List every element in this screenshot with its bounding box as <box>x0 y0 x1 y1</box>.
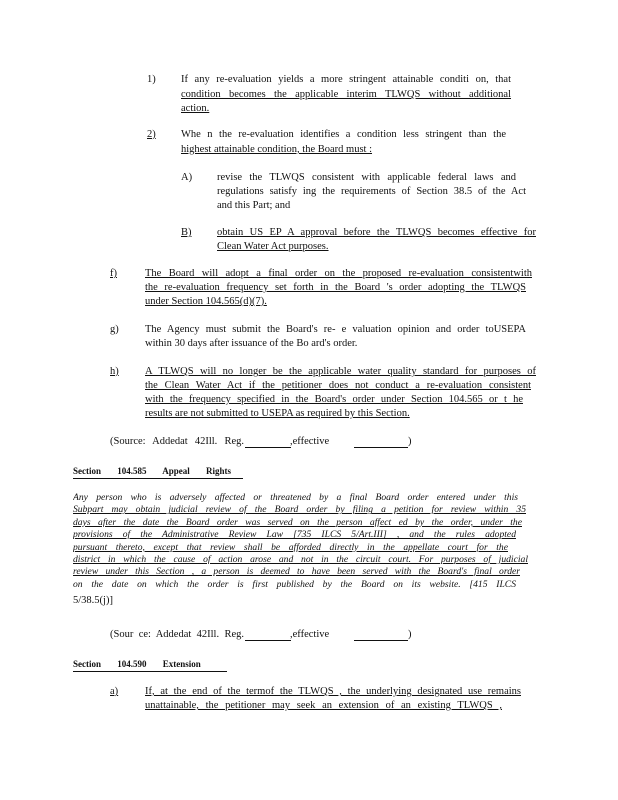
section-585-line: on the date on which the order is first published by the Board on its website. [415 ILCS <box>73 578 516 590</box>
item-B-line-1: obtain US EP A approval before the TLWQS becomes effective for <box>217 227 536 238</box>
item-marker-2: 2) <box>147 129 156 140</box>
item-marker-g: g) <box>110 324 119 335</box>
item-g-line-2: within 30 days after issuance of the Bo ard's order. <box>145 338 358 349</box>
item-marker-h: h) <box>110 366 119 377</box>
source-2-blank-2 <box>354 640 408 641</box>
item-A-line-2: regulations satisfy ing the requirements of Section 38.5 of the Act <box>217 186 526 197</box>
section-585-paragraph <box>73 492 528 591</box>
item-A-line-1: revise the TLWQS consistent with applicable federal laws and <box>217 172 516 183</box>
section-585-line: days after the date the Board order was served on the person affect ed by the order, under the <box>73 516 522 528</box>
item-a-line-2: unattainable, the petitioner may seek an extension of an existing TLWQS , <box>145 700 502 711</box>
section-585-line: review under this Section , a person is deemed to have been served with the Board's final order <box>73 566 520 578</box>
section-590-heading: Section 104.590 Extension <box>73 658 227 672</box>
item-marker-a: a) <box>110 686 119 697</box>
item-marker-1: 1) <box>147 74 156 85</box>
item-f-line-2: the re-evaluation frequency set forth in the Board 's order adopting the TLWQS <box>145 282 526 293</box>
source-2-effective: ,effective <box>290 629 330 640</box>
section-585-line: Subpart may obtain judicial review of the Board order by filing a petition for review within 35 <box>73 504 526 516</box>
item-1-line-1: If any re-evaluation yields a more stringent attainable conditi on, that <box>181 74 511 85</box>
item-g-line-1: The Agency must submit the Board's re- e valuation opinion and order toUSEPA <box>145 324 526 335</box>
section-585-heading: Section 104.585 Appeal Rights <box>73 465 243 479</box>
item-2-line-1: Whe n the re-evaluation identifies a condition less stringent than the <box>181 129 506 140</box>
item-B-line-2: Clean Water Act purposes. <box>217 241 329 252</box>
section-585-line: pursuant thereto, except that review shall be afforded directly in the appellate court for the <box>73 541 508 553</box>
section-585-line: Any person who is adversely affected or threatened by a final Board order entered under this <box>73 492 518 503</box>
section-585-line: provisions of the Administrative Review Law [735 ILCS 5/Art.III] , and the rules adopted <box>73 529 516 541</box>
source-1-blank-2 <box>354 447 408 448</box>
item-f-line-3: under Section 104.565(d)(7). <box>145 296 267 307</box>
source-1-close: ) <box>408 436 412 447</box>
section-585-line: district in which the cause of action arose and not in the circuit court. For purposes of judicial <box>73 554 528 566</box>
item-h-line-3: with the frequency specified in the Board's order under Section 104.565 or t he <box>145 394 523 405</box>
source-1-blank-1 <box>245 447 291 448</box>
item-h-line-1: A TLWQS will no longer be the applicable water quality standard for purposes of <box>145 366 536 377</box>
item-marker-B: B) <box>181 227 192 238</box>
source-2-close: ) <box>408 629 412 640</box>
source-1-effective: ,effective <box>290 436 330 447</box>
item-marker-f: f) <box>110 268 117 279</box>
source-note-1: (Source: Addedat 42Ill. Reg. <box>110 436 244 447</box>
item-f-line-1: The Board will adopt a final order on the proposed re-evaluation consistentwith <box>145 268 532 279</box>
source-note-2: (Sour ce: Addedat 42Ill. Reg. <box>110 629 244 640</box>
item-1-line-3: action. <box>181 103 210 114</box>
item-a-line-1: If, at the end of the termof the TLWQS , the underlying designated use remains <box>145 686 521 697</box>
item-h-line-4: results are not submitted to USEPA as required by this Section. <box>145 408 410 419</box>
item-1-line-2: condition becomes the applicable interim TLWQS without additional <box>181 89 511 100</box>
item-h-line-2: the Clean Water Act if the petitioner does not conduct a re-evaluation consistent <box>145 380 531 391</box>
item-A-line-3: and this Part; and <box>217 200 291 211</box>
item-marker-A: A) <box>181 172 193 183</box>
item-2-line-2: highest attainable condition, the Board must : <box>181 144 373 155</box>
section-585-citation-end: 5/38.5(j)] <box>73 595 113 606</box>
source-2-blank-1 <box>245 640 291 641</box>
